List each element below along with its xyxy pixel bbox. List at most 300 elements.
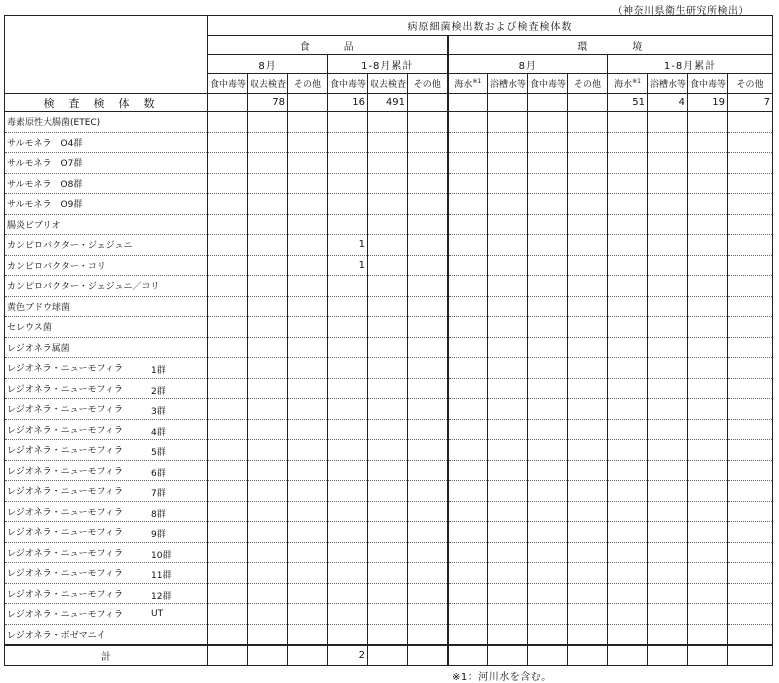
value-cell (208, 399, 248, 420)
value-cell (528, 645, 568, 666)
value-cell (728, 235, 773, 256)
value-cell (408, 460, 448, 481)
value-cell (728, 583, 773, 604)
value-cell (688, 112, 728, 133)
table-row (5, 317, 773, 338)
pathogen-name: カンピロバクター・コリ (7, 261, 106, 272)
table-row (5, 440, 773, 461)
column-subheader (688, 74, 728, 94)
value-cell (288, 317, 328, 338)
value-cell (248, 501, 288, 522)
value-cell (208, 460, 248, 481)
value-cell (528, 94, 568, 112)
value-cell (328, 132, 368, 153)
value-cell (408, 604, 448, 625)
value-cell (448, 378, 488, 399)
value-cell (488, 337, 528, 358)
value-cell (408, 563, 448, 584)
value-cell (648, 399, 688, 420)
value-cell (488, 501, 528, 522)
value-cell (648, 132, 688, 153)
value-cell (208, 94, 248, 112)
table-row (5, 296, 773, 317)
column-subheader-label: 浴槽水等 (650, 80, 687, 90)
value-cell (608, 583, 648, 604)
value-cell (528, 112, 568, 133)
pathogen-name-cell (5, 358, 208, 379)
value-cell (248, 624, 288, 645)
value-cell (568, 276, 608, 297)
value-cell (248, 337, 288, 358)
value-cell (288, 112, 328, 133)
value-cell (448, 419, 488, 440)
column-subheader (328, 74, 368, 94)
value-cell (448, 276, 488, 297)
sample-count-row (5, 94, 773, 112)
value-cell (728, 399, 773, 420)
pathogen-name-cell (5, 604, 208, 625)
column-subheader-label: その他 (736, 80, 764, 90)
serogroup: 7群 (151, 489, 166, 499)
pathogen-name-cell (5, 624, 208, 645)
value-cell (608, 296, 648, 317)
value-cell (688, 337, 728, 358)
serogroup: 3群 (151, 407, 166, 417)
value-cell (288, 214, 328, 235)
value-cell (688, 419, 728, 440)
value-cell (248, 358, 288, 379)
value-cell (648, 460, 688, 481)
value-cell (448, 604, 488, 625)
value-cell (528, 604, 568, 625)
value-cell (248, 153, 288, 174)
value-cell (568, 214, 608, 235)
pathogen-name: レジオネラ・ニューモフィラ (7, 569, 123, 580)
table-row (5, 235, 773, 256)
value-cell (288, 419, 328, 440)
pathogen-name: レジオネラ・ボゼマニイ (7, 630, 106, 641)
value-cell (528, 173, 568, 194)
column-subheader-label: その他 (573, 80, 601, 90)
value-cell (688, 317, 728, 338)
value-cell (608, 563, 648, 584)
pathogen-name: レジオネラ・ニューモフィラ (7, 446, 123, 457)
value-cell (688, 153, 728, 174)
value-cell (368, 214, 408, 235)
serogroup: 9群 (151, 530, 166, 540)
column-subheader (448, 74, 488, 94)
value-cell (408, 624, 448, 645)
value-cell (248, 399, 288, 420)
value-cell (728, 194, 773, 215)
value-cell (608, 173, 648, 194)
pathogen-name-cell (5, 460, 208, 481)
value-cell (528, 419, 568, 440)
value-cell (288, 276, 328, 297)
value-cell (208, 481, 248, 502)
table-row (5, 460, 773, 481)
value-cell (408, 378, 448, 399)
value-cell: 4 (648, 94, 688, 112)
value-cell (408, 583, 448, 604)
value-cell (608, 235, 648, 256)
pathogen-name: レジオネラ・ニューモフィラ (7, 589, 123, 600)
table-row (5, 173, 773, 194)
value-cell (608, 645, 648, 666)
pathogen-name: レジオネラ・ニューモフィラ (7, 610, 123, 621)
value-cell (208, 194, 248, 215)
serogroup: 12群 (151, 591, 172, 602)
value-cell (448, 583, 488, 604)
value-cell (648, 194, 688, 215)
value-cell: 78 (248, 94, 288, 112)
value-cell (728, 419, 773, 440)
value-cell (688, 542, 728, 563)
value-cell (608, 522, 648, 543)
value-cell (208, 419, 248, 440)
value-cell (448, 112, 488, 133)
value-cell (568, 378, 608, 399)
value-cell (568, 94, 608, 112)
column-subheader (528, 74, 568, 94)
value-cell (288, 194, 328, 215)
table-row (5, 481, 773, 502)
value-cell (488, 194, 528, 215)
value-cell (408, 94, 448, 112)
table-row (5, 112, 773, 133)
value-cell (368, 440, 408, 461)
value-cell (368, 501, 408, 522)
column-subheader-label: 収去検査 (250, 80, 287, 90)
value-cell (208, 624, 248, 645)
value-cell (368, 235, 408, 256)
value-cell (608, 481, 648, 502)
column-subheader (208, 74, 248, 94)
value-cell (248, 276, 288, 297)
value-cell (608, 132, 648, 153)
column-subheader-label: 食中毒等 (690, 80, 727, 90)
value-cell (648, 153, 688, 174)
table-row (5, 604, 773, 625)
column-subheader (368, 74, 408, 94)
table-row (5, 583, 773, 604)
serogroup: 5群 (151, 448, 166, 458)
value-cell (568, 296, 608, 317)
value-cell (408, 255, 448, 276)
pathogen-name-cell (5, 112, 208, 133)
value-cell (528, 276, 568, 297)
value-cell (288, 337, 328, 358)
table-row (5, 563, 773, 584)
footnote: ※1：河川水を含む。 (452, 672, 552, 683)
pathogen-name-cell (5, 399, 208, 420)
value-cell: 7 (728, 94, 773, 112)
value-cell (288, 542, 328, 563)
value-cell (608, 317, 648, 338)
value-cell (728, 214, 773, 235)
pathogen-name: サルモネラ O9群 (7, 200, 83, 211)
value-cell: 51 (608, 94, 648, 112)
value-cell (408, 358, 448, 379)
value-cell (568, 481, 608, 502)
serogroup: 4群 (151, 427, 166, 438)
table-row (5, 255, 773, 276)
value-cell (448, 337, 488, 358)
value-cell (328, 337, 368, 358)
value-cell (568, 132, 608, 153)
column-subheader-label: 食中毒等 (210, 80, 247, 90)
value-cell (528, 481, 568, 502)
value-cell (568, 583, 608, 604)
value-cell (568, 460, 608, 481)
value-cell (648, 419, 688, 440)
value-cell (288, 296, 328, 317)
value-cell (208, 173, 248, 194)
value-cell (528, 522, 568, 543)
column-subheader (248, 74, 288, 94)
value-cell: 2 (328, 645, 368, 666)
value-cell (408, 501, 448, 522)
value-cell (688, 481, 728, 502)
value-cell (528, 255, 568, 276)
value-cell (488, 173, 528, 194)
pathogen-name-cell (5, 317, 208, 338)
value-cell (408, 317, 448, 338)
value-cell (208, 583, 248, 604)
value-cell (528, 337, 568, 358)
value-cell (288, 399, 328, 420)
value-cell (368, 358, 408, 379)
value-cell (528, 194, 568, 215)
value-cell (208, 276, 248, 297)
column-subheader-label: その他 (293, 80, 321, 90)
value-cell (608, 194, 648, 215)
value-cell (288, 94, 328, 112)
value-cell (248, 481, 288, 502)
column-subheader (288, 74, 328, 94)
value-cell (728, 501, 773, 522)
pathogen-name: レジオネラ・ニューモフィラ (7, 528, 123, 539)
value-cell (528, 296, 568, 317)
value-cell (368, 255, 408, 276)
column-subheader-label: 浴槽水等 (490, 80, 527, 90)
food-month-header: 8月 (208, 55, 328, 74)
value-cell (688, 583, 728, 604)
value-cell (728, 542, 773, 563)
value-cell (288, 255, 328, 276)
value-cell (488, 604, 528, 625)
value-cell (208, 501, 248, 522)
value-cell (648, 337, 688, 358)
serogroup: 6群 (151, 468, 166, 479)
value-cell (368, 583, 408, 604)
pathogen-name-cell (5, 522, 208, 543)
value-cell (328, 501, 368, 522)
column-subheader (488, 74, 528, 94)
value-cell (648, 214, 688, 235)
value-cell (728, 624, 773, 645)
value-cell (328, 358, 368, 379)
pathogen-name: 毒素原性大腸菌(ETEC) (7, 118, 101, 129)
source-note: （神奈川県衛生研究所検出） (612, 6, 749, 17)
value-cell (488, 399, 528, 420)
value-cell (688, 378, 728, 399)
value-cell (528, 624, 568, 645)
pathogen-name-cell (5, 583, 208, 604)
value-cell (568, 112, 608, 133)
value-cell (488, 645, 528, 666)
pathogen-name: カンピロバクター・ジェジュニ／コリ (7, 282, 160, 293)
pathogen-name-cell (5, 563, 208, 584)
value-cell (368, 481, 408, 502)
value-cell (648, 583, 688, 604)
value-cell (488, 460, 528, 481)
value-cell: 16 (328, 94, 368, 112)
value-cell (488, 112, 528, 133)
serogroup: 10群 (151, 550, 172, 561)
value-cell (368, 542, 408, 563)
value-cell (608, 378, 648, 399)
value-cell (328, 112, 368, 133)
value-cell (568, 153, 608, 174)
table-row (5, 194, 773, 215)
value-cell (648, 378, 688, 399)
food-cumulative-header: 1-8月累計 (328, 55, 448, 74)
column-subheader (728, 74, 773, 94)
value-cell (688, 501, 728, 522)
value-cell (488, 481, 528, 502)
value-cell (608, 542, 648, 563)
column-subheader (568, 74, 608, 94)
value-cell (488, 583, 528, 604)
value-cell (208, 214, 248, 235)
value-cell (248, 542, 288, 563)
value-cell (448, 235, 488, 256)
value-cell (688, 563, 728, 584)
value-cell (568, 358, 608, 379)
pathogen-name-cell (5, 481, 208, 502)
value-cell (648, 542, 688, 563)
table-row (5, 337, 773, 358)
value-cell (528, 501, 568, 522)
value-cell (288, 440, 328, 461)
table-row (5, 153, 773, 174)
value-cell (208, 112, 248, 133)
value-cell (368, 296, 408, 317)
value-cell (368, 153, 408, 174)
value-cell (648, 604, 688, 625)
column-subheader-label: 収去検査 (370, 80, 407, 90)
table-row (5, 542, 773, 563)
value-cell (328, 460, 368, 481)
value-cell (408, 194, 448, 215)
value-cell (328, 624, 368, 645)
value-cell (208, 296, 248, 317)
pathogen-name: サルモネラ O8群 (7, 179, 83, 190)
value-cell (328, 440, 368, 461)
value-cell (648, 276, 688, 297)
value-cell (448, 317, 488, 338)
value-cell (568, 337, 608, 358)
value-cell (368, 604, 408, 625)
pathogen-name-cell (5, 173, 208, 194)
pathogen-name: 腸炎ビブリオ (7, 220, 61, 231)
value-cell (408, 645, 448, 666)
value-cell (248, 563, 288, 584)
pathogen-name: サルモネラ O4群 (7, 138, 83, 149)
value-cell (488, 440, 528, 461)
value-cell (688, 624, 728, 645)
value-cell (728, 153, 773, 174)
total-row (5, 645, 773, 666)
value-cell (448, 132, 488, 153)
value-cell (488, 563, 528, 584)
value-cell (528, 378, 568, 399)
value-cell (728, 481, 773, 502)
value-cell (488, 522, 528, 543)
table-row (5, 132, 773, 153)
value-cell (528, 235, 568, 256)
value-cell (328, 296, 368, 317)
pathogen-name-cell (5, 296, 208, 317)
value-cell (248, 255, 288, 276)
value-cell (688, 132, 728, 153)
value-cell (448, 481, 488, 502)
value-cell (448, 153, 488, 174)
value-cell (288, 481, 328, 502)
pathogen-name-cell (5, 440, 208, 461)
value-cell (728, 112, 773, 133)
serogroup: 8群 (151, 509, 166, 520)
pathogen-name-cell (5, 214, 208, 235)
value-cell (568, 522, 608, 543)
value-cell (288, 235, 328, 256)
value-cell (288, 378, 328, 399)
value-cell (328, 317, 368, 338)
table-row (5, 214, 773, 235)
column-subheader-label: 食中毒等 (530, 80, 567, 90)
value-cell (408, 419, 448, 440)
value-cell (648, 296, 688, 317)
value-cell (648, 522, 688, 543)
column-subheader-label: 海水 (614, 80, 633, 90)
footnote-marker: ※1 (632, 78, 641, 85)
serogroup: UT (151, 609, 164, 619)
value-cell (368, 399, 408, 420)
table-row (5, 276, 773, 297)
value-cell (648, 440, 688, 461)
pathogen-name: レジオネラ・ニューモフィラ (7, 466, 123, 477)
corner-header-cell (5, 16, 208, 94)
value-cell (408, 481, 448, 502)
value-cell (648, 501, 688, 522)
value-cell (608, 604, 648, 625)
value-cell (488, 317, 528, 338)
value-cell (728, 255, 773, 276)
value-cell (248, 419, 288, 440)
env-cumulative-header: 1-8月累計 (608, 55, 773, 74)
value-cell (728, 132, 773, 153)
value-cell (288, 522, 328, 543)
value-cell (528, 563, 568, 584)
value-cell (608, 501, 648, 522)
value-cell (488, 358, 528, 379)
value-cell (368, 460, 408, 481)
value-cell: 1 (328, 235, 368, 256)
value-cell (608, 358, 648, 379)
value-cell (528, 153, 568, 174)
value-cell (528, 542, 568, 563)
